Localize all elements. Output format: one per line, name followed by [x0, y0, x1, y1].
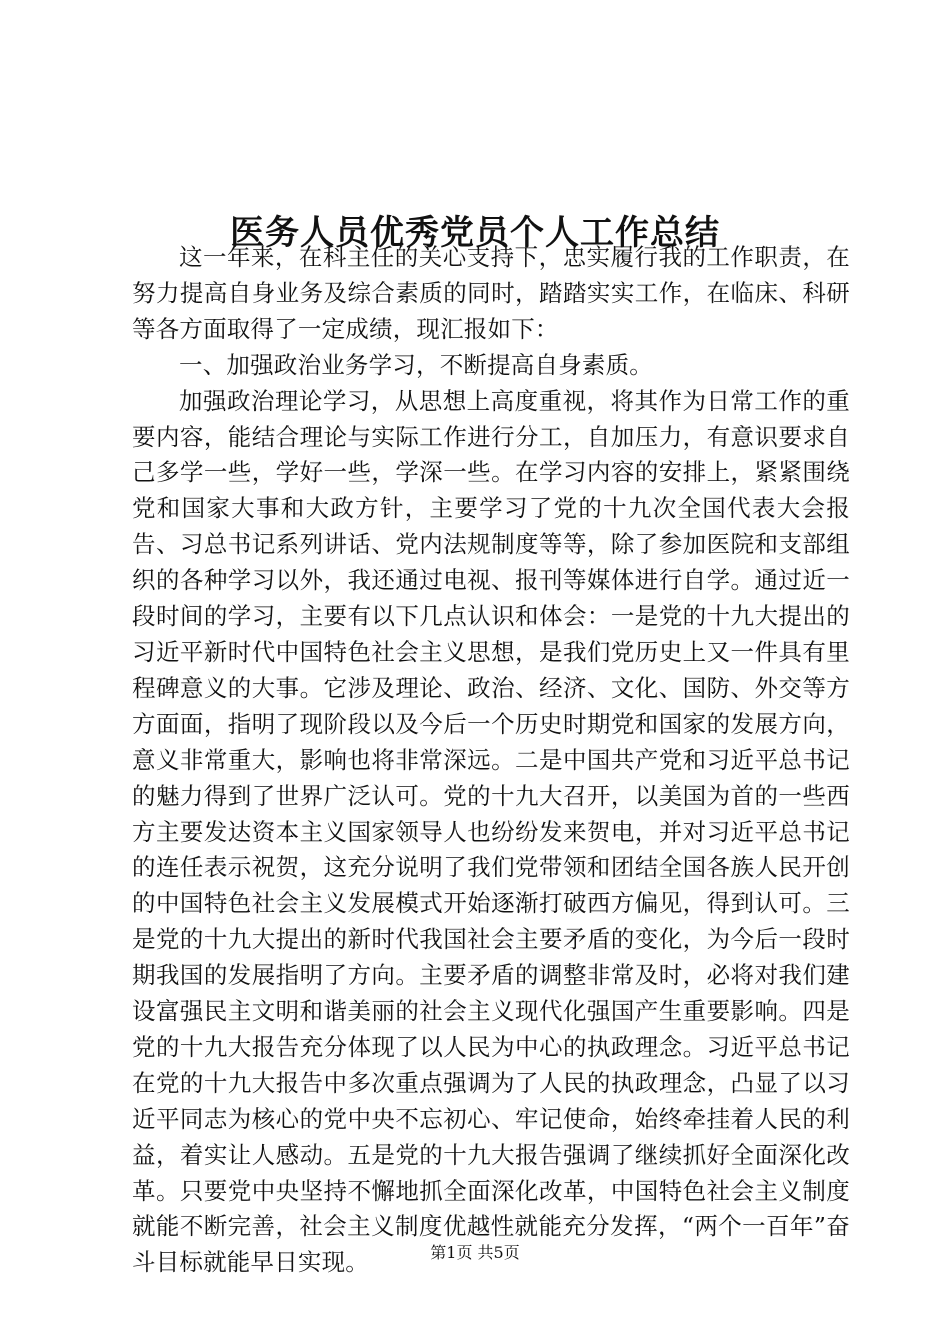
document-body	[132, 240, 850, 1281]
document-title: 医务人员优秀党员个人工作总结	[230, 212, 720, 253]
paragraph-intro: 这一年来，在科主任的关心支持下，忠实履行我的工作职责，在努力提高自身业务及综合素质的同时，踏踏实实工作，在临床、科研等各方面取得了一定成绩，现汇报如下：	[132, 243, 850, 343]
page-number-footer: 第1页 共5页	[430, 1243, 520, 1262]
paragraph-section-heading: 一、加强政治业务学习，不断提高自身素质。	[179, 350, 653, 379]
paragraph-main: 加强政治理论学习，从思想上高度重视，将其作为日常工作的重要内容，能结合理论与实际工作进行分工，自加压力，有意识要求自己多学一些，学好一些，学深一些。在学习内容的安排上，紧紧围绕党和国家大事和大政方针，主要学习了党的十九次全国代表大会报告、习总书记系列讲话、党内法规制度等等，除了参加医院和支部组织的各种学习以外，我还通过电视、报刊等媒体进行自学。通过近一段时间的学习，主要有以下几点认识和体会：一是党的十九大提出的习近平新时代中国特色社会主义思想，是我们党历史上又一件具有里程碑意义的大事。它涉及理论、政治、经济、文化、国防、外交等方方面面，指明了现阶段以及今后一个历史时期党和国家的发展方向，意义非常重大，影响也将非常深远。二是中国共产党和习近平总书记的魅力得到了世界广泛认可。党的十九大召开，以美国为首的一些西方主要发达资本主义国家领导人也纷纷发来贺电，并对习近平总书记的连任表示祝贺，这充分说明了我们党带领和团结全国各族人民开创的中国特色社会主义发展模式开始逐渐打破西方偏见，得到认可。三是党的十九大提出的新时代我国社会主要矛盾的变化，为今后一段时期我国的发展指明了方向。主要矛盾的调整非常及时，必将对我们建设富强民主文明和谐美丽的社会主义现代化强国产生重要影响。四是党的十九大报告充分体现了以人民为中心的执政理念。习近平总书记在党的十九大报告中多次重点强调为了人民的执政理念，凸显了以习近平同志为核心的党中央不忘初心、牢记使命，始终牵挂着人民的利益，着实让人感动。五是党的十九大报告强调了继续抓好全面深化改革。只要党中央坚持不懈地抓全面深化改革，中国特色社会主义制度就能不断完善，社会主义制度优越性就能充分发挥，“两个一百年”奋斗目标就能早日实现。	[132, 386, 850, 1277]
